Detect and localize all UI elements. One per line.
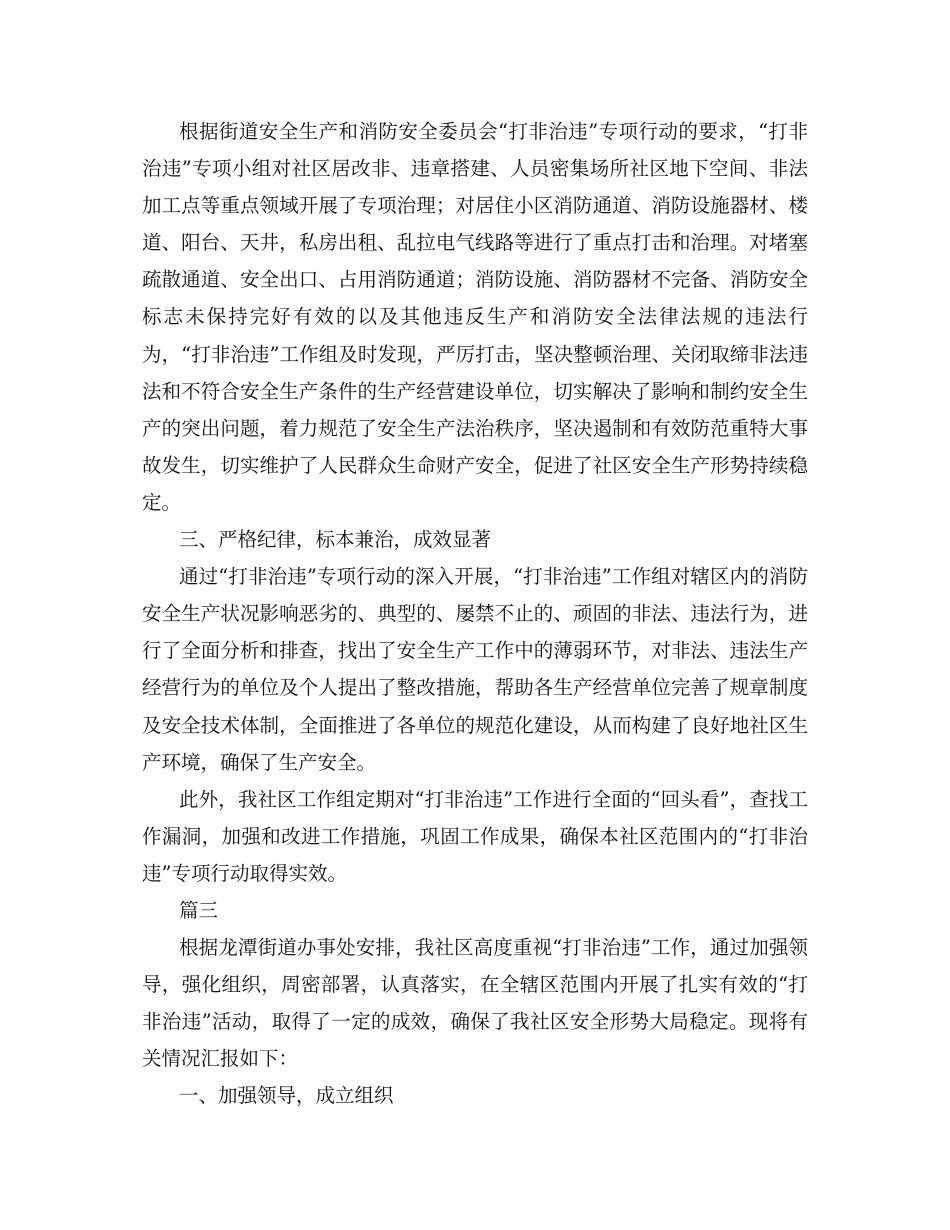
paragraph-intro: 根据龙潭街道办事处安排，我社区高度重视“打非治违”工作，通过加强领导，强化组织，周密部署，认真落实，在全辖区范围内开展了扎实有效的“打非治违”活动，取得了一定的成效，确保了我社区安全形势大局稳定。现将有关情况汇报如下： xyxy=(142,936,808,1071)
chapter-heading: 篇三 xyxy=(179,898,219,922)
paragraph-results: 通过“打非治违”专项行动的深入开展，“打非治违”工作组对辖区内的消防安全生产状况影响恶劣的、典型的、屡禁不止的、顽固的非法、违法行为，进行了全面分析和排查，找出了安全生产工作中的薄弱环节，对非法、违法生产经营行为的单位及个人提出了整改措施，帮助各生产经营单位完善了规章制度及安全技术体制，全面推进了各单位的规范化建设，从而构建了良好地社区生产环境，确保了生产安全。 xyxy=(142,565,808,774)
paragraph-review: 此外，我社区工作组定期对“打非治违”工作进行全面的“回头看”，查找工作漏洞，加强和改进工作措施，巩固工作成果，确保本社区范围内的“打非治违”专项行动取得实效。 xyxy=(142,787,808,885)
paragraph-enforcement: 根据街道安全生产和消防安全委员会“打非治违”专项行动的要求，“打非治违”专项小组对社区居改非、违章搭建、人员密集场所社区地下空间、非法加工点等重点领域开展了专项治理；对居住小区消防通道、消防设施器材、楼道、阳台、天井，私房出租、乱拉电气线路等进行了重点打击和治理。对堵塞疏散通道、安全出口、占用消防通道；消防设施、消防器材不完备、消防安全标志未保持完好有效的以及其他违反生产和消防安全法律法规的违法行为，“打非治违”工作组及时发现，严厉打击，坚决整顿治理、关闭取缔非法违法和不符合安全生产条件的生产经营建设单位，切实解决了影响和制约安全生产的突出问题，着力规范了安全生产法治秩序，坚决遏制和有效防范重特大事故发生，切实维护了人民群众生命财产安全，促进了社区安全生产形势持续稳定。 xyxy=(142,120,808,514)
section-heading-3: 三、严格纪律，标本兼治，成效显著 xyxy=(179,528,492,552)
document-body xyxy=(142,113,808,1115)
section-heading-1: 一、加强领导，成立组织 xyxy=(179,1084,394,1108)
